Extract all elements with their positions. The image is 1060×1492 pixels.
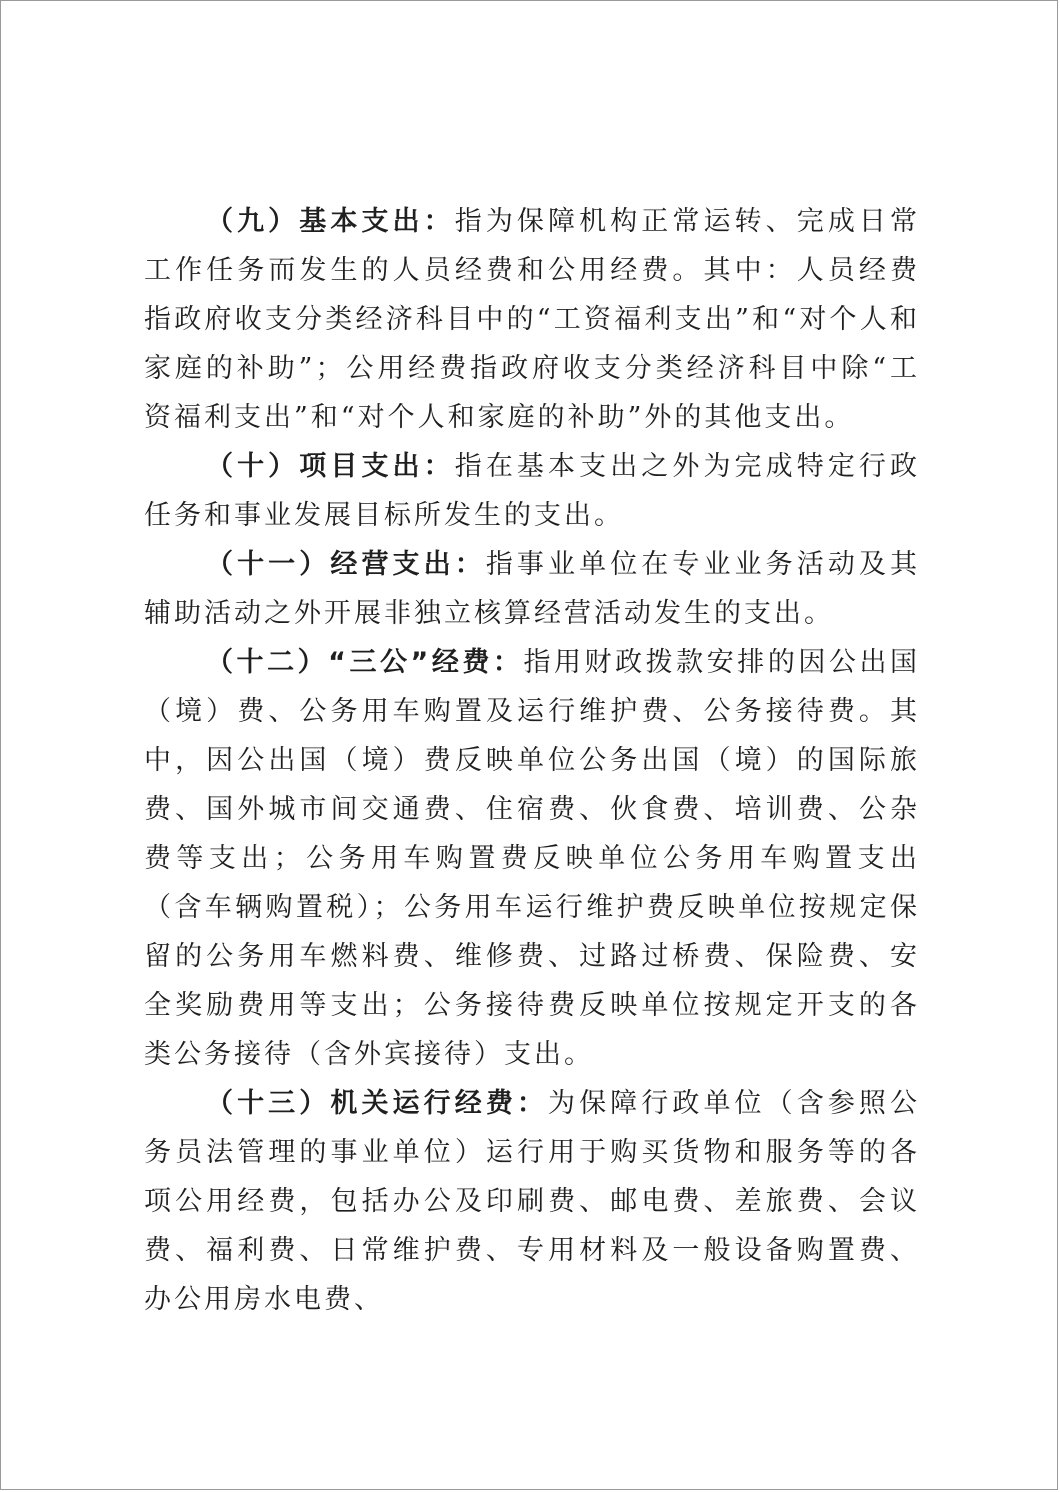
term-three-public-expenses: （十二）“三公”经费： <box>206 647 524 678</box>
term-operating-expenditure: （十一）经营支出： <box>206 549 486 580</box>
term-agency-operating-funds: （十三）机关运行经费： <box>206 1088 548 1119</box>
definition-project-expenditure: 指在基本支出之外为完成特定行政任务和事业发展目标所发生的支出。 <box>144 451 921 531</box>
definition-operating-expenditure: 指事业单位在专业业务活动及其辅助活动之外开展非独立核算经营活动发生的支出。 <box>144 549 921 629</box>
paragraph-three-public-expenses <box>144 638 920 1079</box>
paragraph-agency-operating-funds <box>144 1079 920 1324</box>
definition-three-public-expenses: 指用财政拨款安排的因公出国（境）费、公务用车购置及运行维护费、公务接待费。其中，因公出国（境）费反映单位公务出国（境）的国际旅费、国外城市间交通费、住宿费、伙食费、培训费、公杂费等支出；公务用车购置费反映单位公务用车购置支出（含车辆购置税）；公务用车运行维护费反映单位按规定保留的公务用车燃料费、维修费、过路过桥费、保险费、安全奖励费用等支出；公务接待费反映单位按规定开支的各类公务接待（含外宾接待）支出。 <box>144 647 920 1070</box>
definition-basic-expenditure: 指为保障机构正常运转、完成日常工作任务而发生的人员经费和公用经费。其中：人员经费指政府收支分类经济科目中的“工资福利支出”和“对个人和家庭的补助”；公用经费指政府收支分类经济科目中除“工资福利支出”和“对个人和家庭的补助”外的其他支出。 <box>144 206 921 433</box>
term-project-expenditure: （十）项目支出： <box>206 451 455 482</box>
paragraph-project-expenditure <box>144 442 920 540</box>
paragraph-basic-expenditure <box>144 197 920 442</box>
document-body <box>144 197 920 1324</box>
definition-agency-operating-funds: 为保障行政单位（含参照公务员法管理的事业单位）运行用于购买货物和服务等的各项公用经费，包括办公及印刷费、邮电费、差旅费、会议费、福利费、日常维护费、专用材料及一般设备购置费、办公用房水电费、 <box>144 1088 920 1315</box>
term-basic-expenditure: （九）基本支出： <box>206 206 455 237</box>
paragraph-operating-expenditure <box>144 540 920 638</box>
